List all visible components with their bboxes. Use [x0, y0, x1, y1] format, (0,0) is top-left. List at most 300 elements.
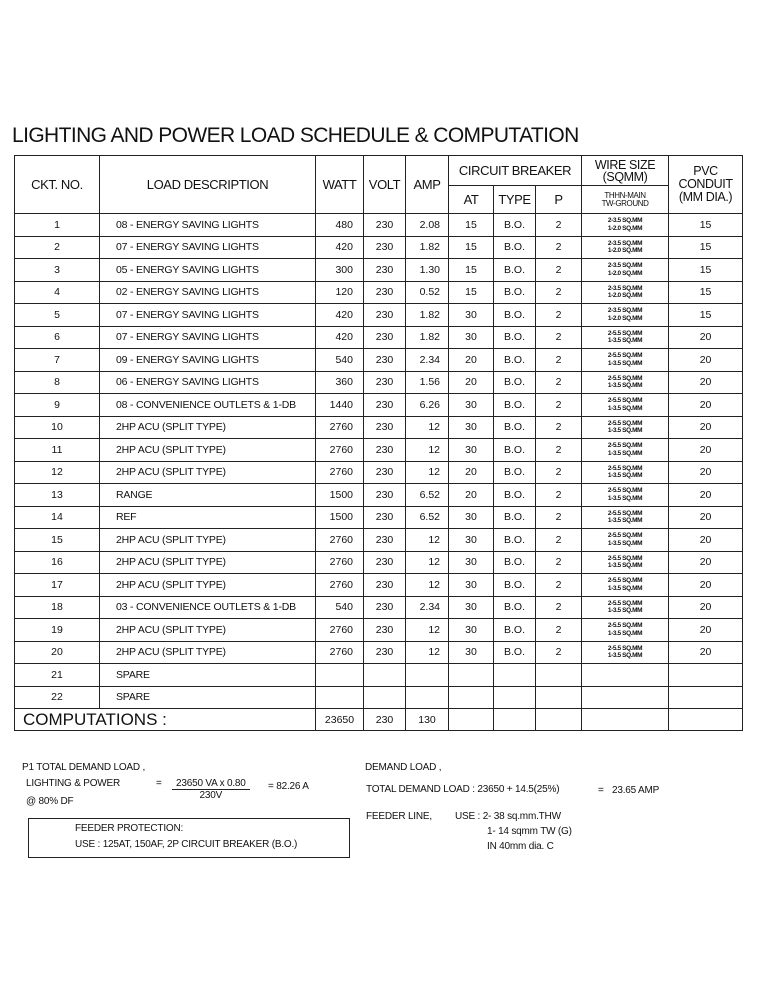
cell-volt: 230: [364, 371, 406, 394]
cell-breaker-p: 2: [536, 371, 582, 394]
wire-ground-size: 1-2.0 SQ.MM: [607, 314, 643, 322]
table-row: [15, 484, 743, 507]
cell-load-description: 2HP ACU (SPLIT TYPE): [100, 439, 316, 462]
wire-ground-size: 1-3.5 SQ.MM: [607, 517, 643, 525]
cell-breaker-type: B.O.: [494, 484, 536, 507]
cell-breaker-type: B.O.: [494, 394, 536, 417]
cell-pvc-conduit: 20: [669, 551, 743, 574]
cell-breaker-p: 2: [536, 259, 582, 282]
table-row: [15, 574, 743, 597]
cell-wire-size: [582, 641, 669, 664]
cell-breaker-p: 2: [536, 349, 582, 372]
wire-main-size: 2-5.5 SQ.MM: [607, 509, 643, 517]
cell-wire-size: [582, 281, 669, 304]
cell-load-description: RANGE: [100, 484, 316, 507]
computations-empty-cell: [449, 709, 494, 731]
computations-empty-cell: [536, 709, 582, 731]
cell-watt: 420: [316, 304, 364, 327]
cell-amp: 6.26: [406, 394, 449, 417]
feeder-protection-title: FEEDER PROTECTION:: [75, 823, 184, 834]
cell-breaker-at: 15: [449, 281, 494, 304]
cell-breaker-type: B.O.: [494, 416, 536, 439]
p1-denominator: 230V: [199, 790, 223, 801]
cell-load-description: 2HP ACU (SPLIT TYPE): [100, 619, 316, 642]
load-schedule-table: [14, 155, 743, 731]
cell-watt: 540: [316, 349, 364, 372]
cell-pvc-conduit: [669, 686, 743, 709]
wire-ground-size: 1-3.5 SQ.MM: [607, 562, 643, 570]
cell-breaker-at: 30: [449, 326, 494, 349]
cell-breaker-p: 2: [536, 439, 582, 462]
cell-amp: 12: [406, 641, 449, 664]
cell-volt: 230: [364, 506, 406, 529]
cell-pvc-conduit: 15: [669, 214, 743, 237]
cell-wire-size: [582, 394, 669, 417]
wire-ground-size: 1-3.5 SQ.MM: [607, 337, 643, 345]
cell-breaker-at: 30: [449, 439, 494, 462]
cell-amp: 12: [406, 551, 449, 574]
cell-breaker-at: 30: [449, 416, 494, 439]
cell-pvc-conduit: 20: [669, 641, 743, 664]
table-row: [15, 394, 743, 417]
cell-load-description: 06 - ENERGY SAVING LIGHTS: [100, 371, 316, 394]
cell-breaker-p: 2: [536, 574, 582, 597]
cell-ckt-no: 15: [15, 529, 100, 552]
cell-wire-size: [582, 529, 669, 552]
wire-main-size: 2-5.5 SQ.MM: [607, 442, 643, 450]
cell-breaker-type: B.O.: [494, 506, 536, 529]
header-volt: VOLT: [364, 156, 406, 214]
cell-breaker-at: 30: [449, 394, 494, 417]
cell-ckt-no: 3: [15, 259, 100, 282]
cell-volt: 230: [364, 641, 406, 664]
cell-breaker-p: 2: [536, 461, 582, 484]
cell-breaker-p: 2: [536, 236, 582, 259]
cell-breaker-at: 20: [449, 371, 494, 394]
cell-watt: 1440: [316, 394, 364, 417]
computations-watt: 23650: [316, 709, 364, 731]
cell-breaker-at: 20: [449, 484, 494, 507]
cell-ckt-no: 10: [15, 416, 100, 439]
cell-load-description: 2HP ACU (SPLIT TYPE): [100, 551, 316, 574]
cell-wire-size: [582, 664, 669, 687]
cell-volt: 230: [364, 214, 406, 237]
cell-load-description: 2HP ACU (SPLIT TYPE): [100, 529, 316, 552]
wire-ground-size: 1-3.5 SQ.MM: [607, 382, 643, 390]
table-row: [15, 416, 743, 439]
cell-volt: 230: [364, 416, 406, 439]
cell-load-description: 08 - CONVENIENCE OUTLETS & 1-DB: [100, 394, 316, 417]
cell-amp: 1.82: [406, 236, 449, 259]
cell-load-description: SPARE: [100, 686, 316, 709]
wire-ground-size: 1-3.5 SQ.MM: [607, 427, 643, 435]
header-ckt-no: CKT. NO.: [15, 156, 100, 214]
wire-main-size: 2-5.5 SQ.MM: [607, 329, 643, 337]
cell-breaker-type: B.O.: [494, 529, 536, 552]
cell-load-description: REF: [100, 506, 316, 529]
table-row: [15, 259, 743, 282]
cell-breaker-type: B.O.: [494, 304, 536, 327]
cell-breaker-type: [494, 686, 536, 709]
cell-ckt-no: 12: [15, 461, 100, 484]
cell-pvc-conduit: 20: [669, 574, 743, 597]
cell-breaker-at: 15: [449, 236, 494, 259]
cell-amp: 12: [406, 529, 449, 552]
total-demand-result: 23.65 AMP: [612, 785, 660, 796]
cell-breaker-p: [536, 686, 582, 709]
cell-ckt-no: 22: [15, 686, 100, 709]
demand-load-label: DEMAND LOAD ,: [365, 762, 442, 773]
cell-load-description: SPARE: [100, 664, 316, 687]
feeder-protection-use: USE : 125AT, 150AF, 2P CIRCUIT BREAKER (B.O.): [75, 839, 298, 850]
cell-volt: 230: [364, 304, 406, 327]
table-row: [15, 439, 743, 462]
cell-breaker-p: 2: [536, 551, 582, 574]
wire-main-size: 2-3.5 SQ.MM: [607, 262, 643, 270]
wire-ground-size: 1-3.5 SQ.MM: [607, 494, 643, 502]
cell-breaker-type: B.O.: [494, 641, 536, 664]
header-wire-sub: [582, 186, 669, 214]
cell-breaker-at: 30: [449, 551, 494, 574]
cell-breaker-p: 2: [536, 214, 582, 237]
cell-pvc-conduit: 20: [669, 619, 743, 642]
wire-ground-size: 1-3.5 SQ.MM: [607, 607, 643, 615]
cell-breaker-at: 30: [449, 304, 494, 327]
cell-amp: 12: [406, 574, 449, 597]
cell-breaker-type: B.O.: [494, 259, 536, 282]
cell-load-description: 07 - ENERGY SAVING LIGHTS: [100, 236, 316, 259]
cell-breaker-type: [494, 664, 536, 687]
wire-main-size: 2-5.5 SQ.MM: [607, 397, 643, 405]
cell-breaker-p: 2: [536, 641, 582, 664]
cell-pvc-conduit: 15: [669, 304, 743, 327]
cell-ckt-no: 17: [15, 574, 100, 597]
table-row: [15, 529, 743, 552]
cell-breaker-at: 15: [449, 214, 494, 237]
cell-wire-size: [582, 214, 669, 237]
cell-pvc-conduit: 15: [669, 236, 743, 259]
cell-ckt-no: 9: [15, 394, 100, 417]
cell-pvc-conduit: 15: [669, 259, 743, 282]
cell-volt: 230: [364, 326, 406, 349]
cell-volt: 230: [364, 551, 406, 574]
cell-watt: 1500: [316, 484, 364, 507]
cell-watt: 2760: [316, 574, 364, 597]
table-row: [15, 461, 743, 484]
cell-breaker-type: B.O.: [494, 551, 536, 574]
page-title: LIGHTING AND POWER LOAD SCHEDULE & COMPUTATION: [12, 124, 579, 147]
cell-ckt-no: 14: [15, 506, 100, 529]
cell-watt: 420: [316, 236, 364, 259]
cell-breaker-type: B.O.: [494, 326, 536, 349]
cell-watt: 360: [316, 371, 364, 394]
cell-breaker-p: 2: [536, 304, 582, 327]
cell-breaker-at: 30: [449, 529, 494, 552]
cell-wire-size: [582, 326, 669, 349]
cell-watt: 120: [316, 281, 364, 304]
cell-wire-size: [582, 596, 669, 619]
cell-wire-size: [582, 506, 669, 529]
cell-breaker-type: B.O.: [494, 439, 536, 462]
header-pvc-conduit: [669, 156, 743, 214]
cell-wire-size: [582, 461, 669, 484]
header-amp: AMP: [406, 156, 449, 214]
cell-watt: 480: [316, 214, 364, 237]
cell-pvc-conduit: 20: [669, 371, 743, 394]
cell-amp: 2.34: [406, 349, 449, 372]
header-wire-size-line2: (SQMM): [602, 169, 648, 184]
cell-breaker-at: [449, 664, 494, 687]
cell-ckt-no: 7: [15, 349, 100, 372]
cell-ckt-no: 2: [15, 236, 100, 259]
wire-main-size: 2-3.5 SQ.MM: [607, 239, 643, 247]
cell-watt: [316, 686, 364, 709]
cell-watt: 2760: [316, 439, 364, 462]
cell-pvc-conduit: 20: [669, 349, 743, 372]
cell-wire-size: [582, 236, 669, 259]
table-row: [15, 506, 743, 529]
header-wire-size: [582, 156, 669, 186]
cell-ckt-no: 13: [15, 484, 100, 507]
cell-breaker-p: 2: [536, 596, 582, 619]
cell-volt: 230: [364, 461, 406, 484]
cell-ckt-no: 16: [15, 551, 100, 574]
header-type: TYPE: [494, 186, 536, 214]
cell-breaker-at: [449, 686, 494, 709]
wire-ground-size: 1-2.0 SQ.MM: [607, 224, 643, 232]
cell-amp: 2.08: [406, 214, 449, 237]
cell-watt: 540: [316, 596, 364, 619]
cell-load-description: 2HP ACU (SPLIT TYPE): [100, 641, 316, 664]
cell-wire-size: [582, 439, 669, 462]
cell-pvc-conduit: 20: [669, 484, 743, 507]
table-row: [15, 596, 743, 619]
computations-label: COMPUTATIONS :: [15, 709, 316, 731]
cell-breaker-type: B.O.: [494, 214, 536, 237]
wire-ground-size: 1-3.5 SQ.MM: [607, 584, 643, 592]
cell-amp: 0.52: [406, 281, 449, 304]
cell-breaker-at: 30: [449, 574, 494, 597]
cell-amp: 1.30: [406, 259, 449, 282]
wire-main-size: 2-5.5 SQ.MM: [607, 419, 643, 427]
cell-amp: 12: [406, 619, 449, 642]
cell-wire-size: [582, 259, 669, 282]
wire-ground-size: 1-2.0 SQ.MM: [607, 292, 643, 300]
wire-ground-size: 1-3.5 SQ.MM: [607, 359, 643, 367]
wire-ground-size: 1-3.5 SQ.MM: [607, 404, 643, 412]
cell-breaker-p: 2: [536, 529, 582, 552]
cell-volt: 230: [364, 349, 406, 372]
wire-main-size: 2-3.5 SQ.MM: [607, 217, 643, 225]
header-pvc-line1: PVC: [693, 164, 718, 178]
p1-result: = 82.26 A: [268, 781, 309, 792]
cell-volt: 230: [364, 259, 406, 282]
feeder-line-label: FEEDER LINE,: [366, 811, 432, 822]
cell-breaker-type: B.O.: [494, 619, 536, 642]
p1-equals: =: [156, 778, 162, 789]
cell-breaker-p: 2: [536, 619, 582, 642]
cell-breaker-p: 2: [536, 416, 582, 439]
header-circuit-breaker: CIRCUIT BREAKER: [449, 156, 582, 186]
cell-ckt-no: 20: [15, 641, 100, 664]
cell-load-description: 2HP ACU (SPLIT TYPE): [100, 574, 316, 597]
cell-volt: 230: [364, 619, 406, 642]
cell-amp: 6.52: [406, 506, 449, 529]
table-row: [15, 371, 743, 394]
header-wire-size-line1: WIRE SIZE: [594, 157, 656, 172]
cell-breaker-type: B.O.: [494, 349, 536, 372]
cell-ckt-no: 21: [15, 664, 100, 687]
feeder-use-line2: 1- 14 sqmm TW (G): [487, 826, 572, 837]
p1-demand-line1: P1 TOTAL DEMAND LOAD ,: [22, 762, 146, 773]
cell-amp: 1.82: [406, 304, 449, 327]
cell-watt: 300: [316, 259, 364, 282]
cell-breaker-p: 2: [536, 326, 582, 349]
cell-volt: 230: [364, 484, 406, 507]
cell-pvc-conduit: 20: [669, 461, 743, 484]
cell-wire-size: [582, 574, 669, 597]
computations-amp: 130: [406, 709, 449, 731]
wire-main-size: 2-5.5 SQ.MM: [607, 487, 643, 495]
cell-wire-size: [582, 371, 669, 394]
cell-ckt-no: 11: [15, 439, 100, 462]
table-row: [15, 326, 743, 349]
cell-ckt-no: 4: [15, 281, 100, 304]
cell-watt: 2760: [316, 461, 364, 484]
cell-breaker-at: 20: [449, 349, 494, 372]
cell-volt: [364, 686, 406, 709]
cell-watt: [316, 664, 364, 687]
wire-ground-size: 1-3.5 SQ.MM: [607, 652, 643, 660]
cell-watt: 1500: [316, 506, 364, 529]
cell-wire-size: [582, 416, 669, 439]
feeder-use-line3: IN 40mm dia. C: [487, 841, 554, 852]
cell-pvc-conduit: 20: [669, 506, 743, 529]
cell-wire-size: [582, 304, 669, 327]
cell-load-description: 09 - ENERGY SAVING LIGHTS: [100, 349, 316, 372]
cell-breaker-type: B.O.: [494, 596, 536, 619]
cell-breaker-p: 2: [536, 281, 582, 304]
cell-ckt-no: 5: [15, 304, 100, 327]
cell-breaker-p: 2: [536, 394, 582, 417]
wire-main-size: 2-5.5 SQ.MM: [607, 554, 643, 562]
cell-amp: 1.82: [406, 326, 449, 349]
load-schedule-body: [15, 214, 743, 709]
table-row: [15, 686, 743, 709]
cell-volt: [364, 664, 406, 687]
table-row: [15, 236, 743, 259]
p1-demand-line2: LIGHTING & POWER: [26, 778, 121, 789]
wire-main-size: 2-5.5 SQ.MM: [607, 644, 643, 652]
cell-pvc-conduit: 15: [669, 281, 743, 304]
cell-volt: 230: [364, 281, 406, 304]
p1-numerator: 23650 VA x 0.80: [172, 778, 250, 790]
table-row: [15, 304, 743, 327]
cell-ckt-no: 8: [15, 371, 100, 394]
cell-breaker-p: [536, 664, 582, 687]
cell-wire-size: [582, 686, 669, 709]
cell-breaker-type: B.O.: [494, 371, 536, 394]
cell-pvc-conduit: 20: [669, 416, 743, 439]
table-row: [15, 551, 743, 574]
cell-pvc-conduit: 20: [669, 596, 743, 619]
cell-volt: 230: [364, 394, 406, 417]
wire-main-size: 2-5.5 SQ.MM: [607, 532, 643, 540]
cell-breaker-at: 30: [449, 619, 494, 642]
wire-main-size: 2-5.5 SQ.MM: [607, 464, 643, 472]
cell-breaker-type: B.O.: [494, 281, 536, 304]
cell-breaker-at: 20: [449, 461, 494, 484]
cell-wire-size: [582, 619, 669, 642]
header-wire-sub-line1: THHN-MAIN: [604, 190, 646, 200]
cell-load-description: 08 - ENERGY SAVING LIGHTS: [100, 214, 316, 237]
wire-main-size: 2-3.5 SQ.MM: [607, 307, 643, 315]
cell-load-description: 02 - ENERGY SAVING LIGHTS: [100, 281, 316, 304]
p1-fraction: [172, 778, 250, 801]
cell-breaker-type: B.O.: [494, 461, 536, 484]
table-row: [15, 641, 743, 664]
cell-volt: 230: [364, 236, 406, 259]
cell-amp: 2.34: [406, 596, 449, 619]
header-p: P: [536, 186, 582, 214]
wire-main-size: 2-5.5 SQ.MM: [607, 352, 643, 360]
wire-main-size: 2-3.5 SQ.MM: [607, 284, 643, 292]
cell-ckt-no: 19: [15, 619, 100, 642]
cell-load-description: 2HP ACU (SPLIT TYPE): [100, 461, 316, 484]
cell-breaker-type: B.O.: [494, 236, 536, 259]
cell-amp: [406, 664, 449, 687]
header-pvc-line3: (MM DIA.): [678, 190, 733, 204]
table-row: [15, 349, 743, 372]
cell-breaker-type: B.O.: [494, 574, 536, 597]
wire-main-size: 2-5.5 SQ.MM: [607, 622, 643, 630]
header-wire-sub-line2: TW-GROUND: [601, 198, 649, 208]
computations-empty-cell: [494, 709, 536, 731]
wire-ground-size: 1-3.5 SQ.MM: [607, 472, 643, 480]
cell-pvc-conduit: [669, 664, 743, 687]
cell-breaker-p: 2: [536, 484, 582, 507]
wire-ground-size: 1-2.0 SQ.MM: [607, 247, 643, 255]
wire-ground-size: 1-2.0 SQ.MM: [607, 269, 643, 277]
table-row: [15, 619, 743, 642]
header-load-description: LOAD DESCRIPTION: [100, 156, 316, 214]
cell-pvc-conduit: 20: [669, 326, 743, 349]
cell-amp: 1.56: [406, 371, 449, 394]
cell-pvc-conduit: 20: [669, 439, 743, 462]
total-demand-equals: =: [598, 785, 604, 796]
cell-load-description: 05 - ENERGY SAVING LIGHTS: [100, 259, 316, 282]
cell-amp: 12: [406, 439, 449, 462]
header-pvc-line2: CONDUIT: [678, 177, 733, 191]
cell-amp: 6.52: [406, 484, 449, 507]
cell-watt: 2760: [316, 529, 364, 552]
cell-wire-size: [582, 484, 669, 507]
cell-watt: 2760: [316, 416, 364, 439]
cell-volt: 230: [364, 596, 406, 619]
cell-breaker-at: 30: [449, 641, 494, 664]
cell-load-description: 07 - ENERGY SAVING LIGHTS: [100, 304, 316, 327]
cell-amp: [406, 686, 449, 709]
cell-volt: 230: [364, 439, 406, 462]
feeder-use-line1: USE : 2- 38 sq.mm.THW: [455, 811, 561, 822]
cell-ckt-no: 1: [15, 214, 100, 237]
wire-main-size: 2-5.5 SQ.MM: [607, 577, 643, 585]
cell-watt: 420: [316, 326, 364, 349]
cell-amp: 12: [406, 416, 449, 439]
computations-empty-cell: [582, 709, 669, 731]
computations-volt: 230: [364, 709, 406, 731]
cell-load-description: 03 - CONVENIENCE OUTLETS & 1-DB: [100, 596, 316, 619]
